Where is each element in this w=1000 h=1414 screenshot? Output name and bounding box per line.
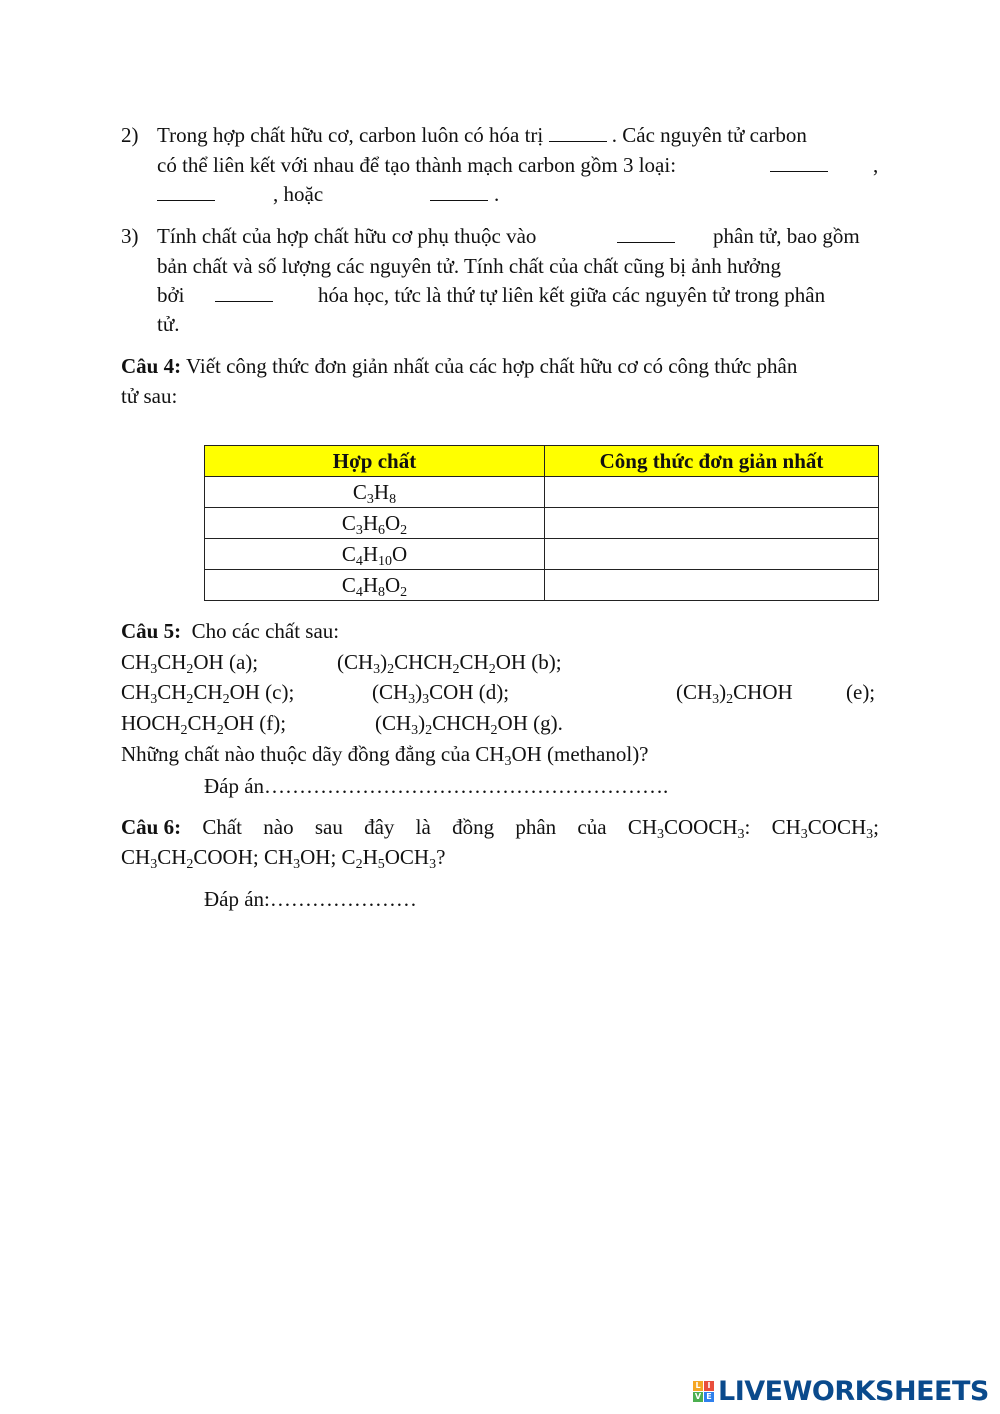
table-row bbox=[205, 508, 879, 539]
cau5-answer[interactable]: Đáp án…………………………………………………. bbox=[204, 774, 669, 798]
q2-blank-valence[interactable] bbox=[549, 121, 607, 142]
logo-mark-icon: L I V E bbox=[693, 1381, 714, 1402]
cau5-c: $CH_3CH_2CH_2OH$ (c); bbox=[121, 680, 295, 707]
header-simplest-formula: Công thức đơn giản nhất bbox=[545, 446, 879, 477]
q3-blank-chemical[interactable] bbox=[215, 281, 273, 302]
logo-text: LIVEWORKSHEETS bbox=[718, 1375, 989, 1407]
cau5-intro: Cho các chất sau: bbox=[191, 619, 340, 643]
cau4-line2: tử sau: bbox=[121, 384, 178, 408]
cau5-b: $(CH_3)_2CHCH_2CH_2OH$ (b); bbox=[337, 650, 562, 677]
cau5-f: $HOCH_2CH_2OH$ (f); bbox=[121, 711, 287, 738]
cau6-line2: $CH_3CH_2COOH$; $CH_3OH$; $C_2H_5OCH_3$? bbox=[121, 845, 446, 872]
q2-number: 2) bbox=[121, 123, 139, 147]
answer-cell[interactable] bbox=[545, 539, 879, 570]
q3-line3b: hóa học, tức là thứ tự liên kết giữa các nguyên tử trong phân bbox=[318, 283, 826, 307]
cau4-text: Viết công thức đơn giản nhất của các hợp chất hữu cơ có công thức phân bbox=[185, 354, 798, 378]
answer-cell[interactable] bbox=[545, 570, 879, 601]
q2-or: , hoặc bbox=[273, 182, 324, 206]
q3-blank-structure[interactable] bbox=[617, 222, 675, 243]
q2-blank-type2[interactable] bbox=[157, 180, 215, 201]
compound-cell: $C_3H_8$ bbox=[205, 477, 545, 508]
q3-line4: tử. bbox=[157, 312, 180, 336]
cau6-line1: Câu 6: Chất nào sau đây là đồng phân của $CH_3COOCH_3$: $CH_3COCH_3$; bbox=[121, 815, 879, 842]
header-compound: Hợp chất bbox=[205, 446, 545, 477]
compound-cell: $C_4H_{10}O$ bbox=[205, 539, 545, 570]
q3-line2: bản chất và số lượng các nguyên tử. Tính chất của chất cũng bị ảnh hưởng bbox=[157, 254, 781, 278]
liveworksheets-logo bbox=[693, 1376, 989, 1406]
q3-line1a: Tính chất của hợp chất hữu cơ phụ thuộc vào bbox=[157, 224, 537, 248]
cau4-line1 bbox=[121, 352, 797, 380]
cau5-e: $(CH_3)_2CHOH$ bbox=[676, 680, 793, 707]
q2-comma: , bbox=[873, 153, 879, 177]
answer-cell[interactable] bbox=[545, 477, 879, 508]
table-row bbox=[205, 477, 879, 508]
cau6-answer[interactable]: Đáp án:………………… bbox=[204, 887, 417, 911]
q3-line1b: phân tử, bao gồm bbox=[713, 224, 860, 248]
cau5-question: Những chất nào thuộc dãy đồng đẳng của $CH_3OH$ (methanol)? bbox=[121, 742, 649, 769]
q2-period: . bbox=[494, 182, 500, 206]
cau5-d: $(CH_3)_3COH$ (d); bbox=[372, 680, 510, 707]
answer-cell[interactable] bbox=[545, 508, 879, 539]
cau6-label: Câu 6: bbox=[121, 815, 182, 839]
q2-line2: có thể liên kết với nhau để tạo thành mạch carbon gồm 3 loại: bbox=[157, 153, 677, 177]
table-header-row bbox=[205, 446, 879, 477]
formula-text-mirror bbox=[0, 0, 1, 1]
cau5-g: $(CH_3)_2CHCH_2OH$ (g). bbox=[375, 711, 563, 738]
compound-cell: $C_4H_8O_2$ bbox=[205, 570, 545, 601]
q3-line3a: bởi bbox=[157, 283, 185, 307]
cau5-e-label: (e); bbox=[846, 680, 876, 704]
cau5-label: Câu 5: bbox=[121, 619, 182, 643]
cau4-label: Câu 4: bbox=[121, 354, 182, 378]
q3-number: 3) bbox=[121, 224, 139, 248]
cau5-intro-line bbox=[121, 617, 339, 645]
q2-blank-type1[interactable] bbox=[770, 151, 828, 172]
compound-cell: $C_3H_6O_2$ bbox=[205, 508, 545, 539]
q2-blank-type3[interactable] bbox=[430, 180, 488, 201]
table-row bbox=[205, 570, 879, 601]
formula-table bbox=[204, 445, 879, 601]
cau5-a: $CH_3CH_2OH$ (a); bbox=[121, 650, 259, 677]
q2-line1: Trong hợp chất hữu cơ, carbon luôn có hóa trị . Các nguyên tử carbon bbox=[157, 123, 807, 147]
table-row bbox=[205, 539, 879, 570]
